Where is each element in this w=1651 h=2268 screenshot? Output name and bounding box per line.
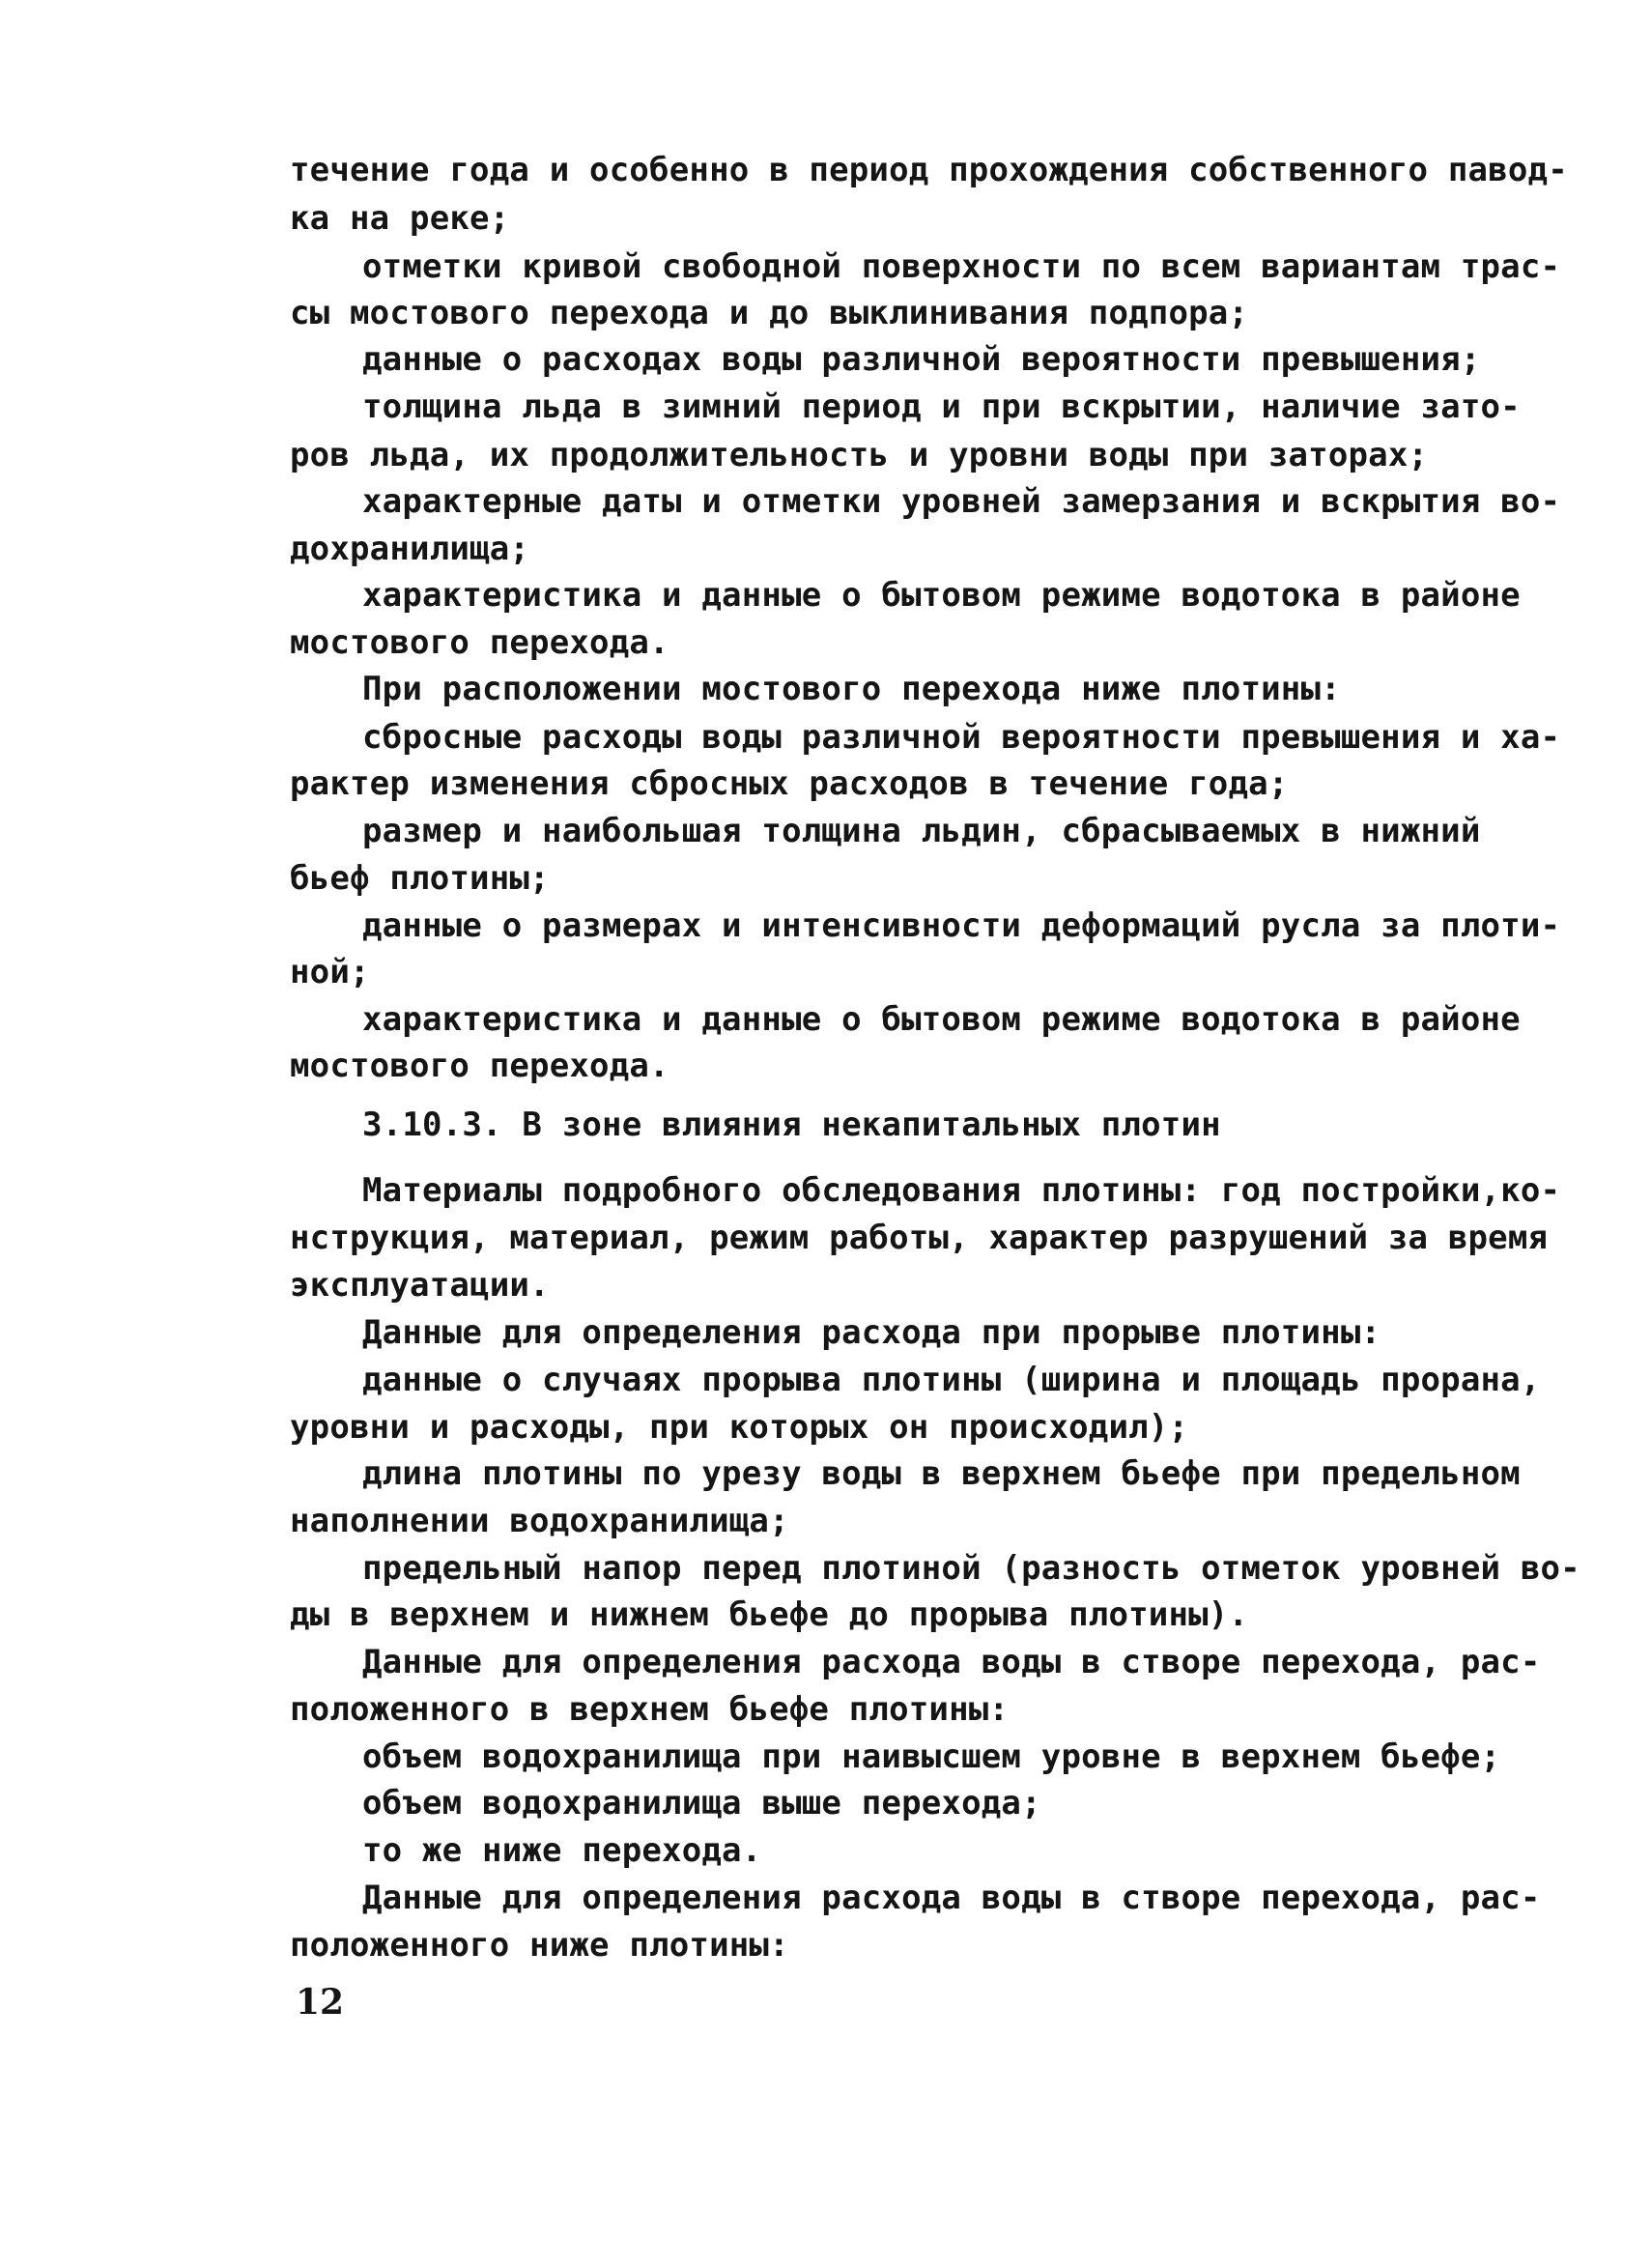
text-line: то же ниже перехода.	[362, 1831, 762, 1870]
text-line: Данные для определения расхода воды в створе перехода, рас-	[362, 1643, 1541, 1681]
text-line: наполнении водохранилища;	[290, 1502, 789, 1540]
text-line: положенного в верхнем бьефе плотины:	[290, 1690, 1010, 1729]
text-line: течение года и особенно в период прохождения собственного павод-	[290, 151, 1568, 189]
text-line: размер и наибольшая толщина льдин, сбрасываемых в нижний	[362, 812, 1481, 850]
text-line: эксплуатации.	[290, 1266, 550, 1305]
text-line: объем водохранилища выше перехода;	[362, 1784, 1041, 1823]
text-line: положенного ниже плотины:	[290, 1926, 789, 1965]
text-line: данные о расходах воды различной вероятности превышения;	[362, 340, 1481, 379]
text-line: дохранилища;	[290, 530, 530, 568]
text-line: толщина льда в зимний период и при вскрытии, наличие зато-	[362, 388, 1521, 426]
text-line: бьеф плотины;	[290, 859, 550, 898]
text-line: мостового перехода.	[290, 623, 669, 662]
text-line: ной;	[290, 953, 370, 991]
section-heading: 3.10.3. В зоне влияния некапитальных плотин	[362, 1105, 1221, 1144]
text-line: данные о размерах и интенсивности деформаций русла за плоти-	[362, 906, 1561, 945]
text-line: сбросные расходы воды различной вероятности превышения и ха-	[362, 718, 1561, 757]
text-line: данные о случаях прорыва плотины (ширина и площадь прорана,	[362, 1361, 1541, 1399]
text-line: ров льда, их продолжительность и уровни воды при заторах;	[290, 436, 1429, 474]
text-line: предельный напор перед плотиной (разность отметок уровней во-	[362, 1549, 1580, 1588]
page-number: 12	[296, 1982, 345, 2023]
text-line: уровни и расходы, при которых он происходил);	[290, 1408, 1189, 1447]
text-line: нструкция, материал, режим работы, характер разрушений за время	[290, 1219, 1549, 1257]
text-line: Данные для определения расхода воды в створе перехода, рас-	[362, 1879, 1541, 1917]
text-line: сы мостового перехода и до выклинивания подпора;	[290, 294, 1249, 332]
text-line: объем водохранилища при наивысшем уровне в верхнем бьефе;	[362, 1737, 1501, 1776]
text-line: мостового перехода.	[290, 1047, 669, 1085]
text-line: длина плотины по урезу воды в верхнем бьефе при предельном	[362, 1454, 1521, 1493]
text-line: ка на реке;	[290, 199, 510, 238]
text-line: характеристика и данные о бытовом режиме водотока в районе	[362, 576, 1521, 615]
text-line: При расположении мостового перехода ниже плотины:	[362, 670, 1341, 708]
text-line: характерные даты и отметки уровней замерзания и вскрытия во-	[362, 482, 1561, 521]
text-line: ды в верхнем и нижнем бьефе до прорыва плотины).	[290, 1595, 1249, 1634]
text-line: рактер изменения сбросных расходов в течение года;	[290, 764, 1289, 803]
text-line: характеристика и данные о бытовом режиме водотока в районе	[362, 1000, 1521, 1039]
text-line: отметки кривой свободной поверхности по всем вариантам трас-	[362, 247, 1561, 286]
text-line: Материалы подробного обследования плотины: год постройки,ко-	[362, 1171, 1561, 1210]
text-line: Данные для определения расхода при прорыве плотины:	[362, 1313, 1381, 1352]
